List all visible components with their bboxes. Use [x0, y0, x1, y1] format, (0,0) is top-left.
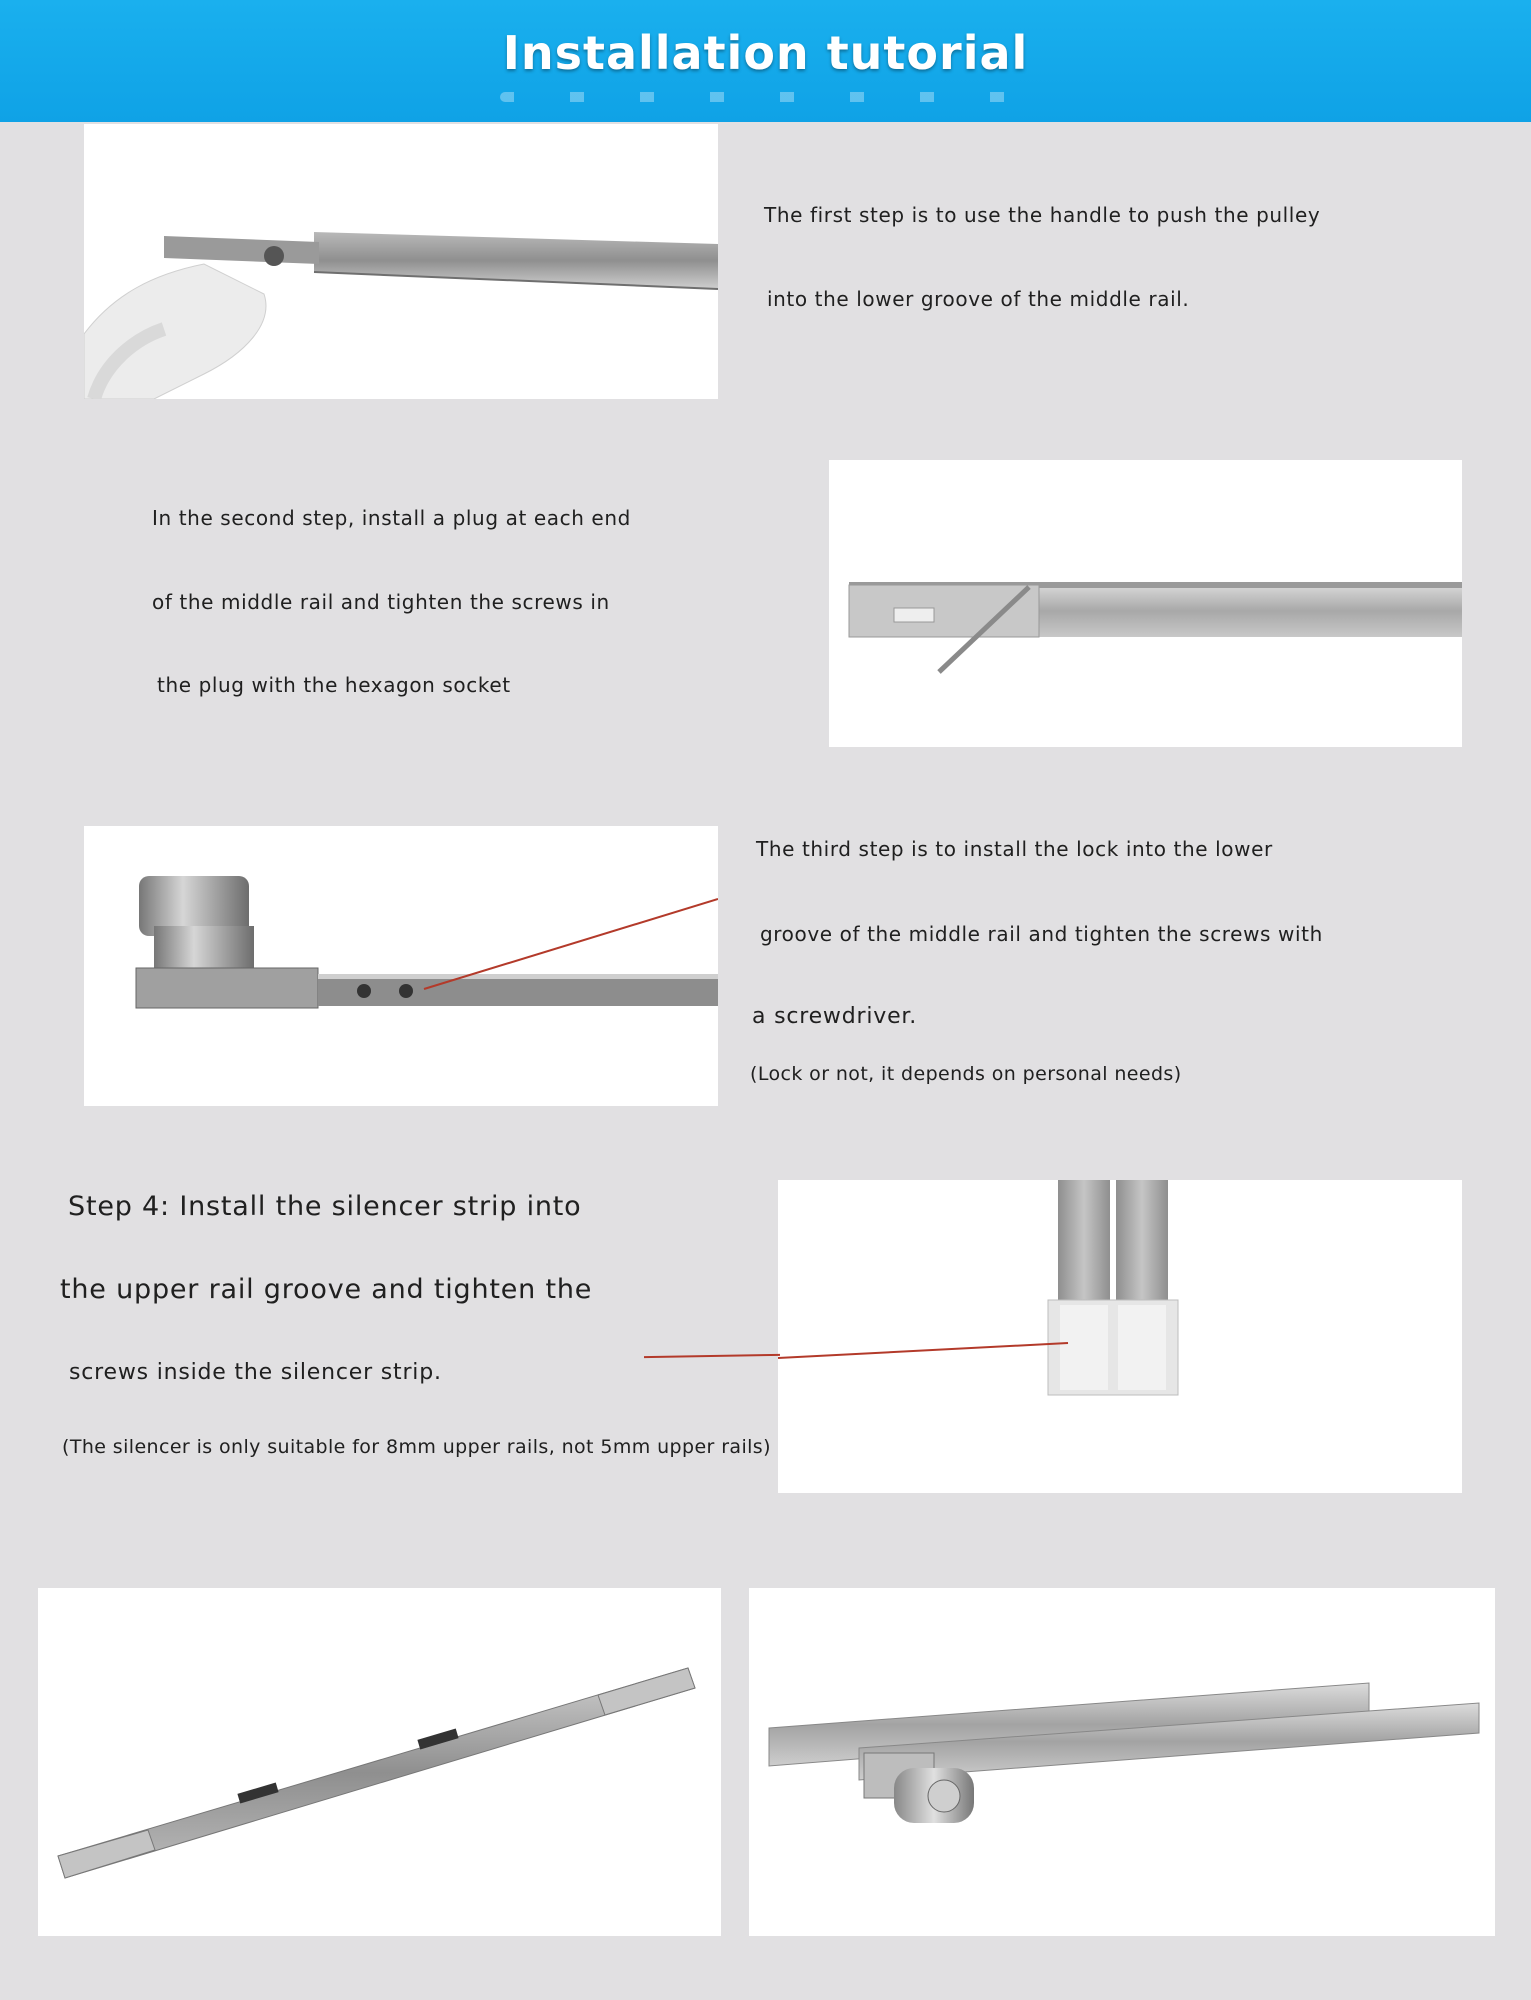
- step3-line-2: groove of the middle rail and tighten the screws with: [760, 922, 1323, 946]
- step4-note: (The silencer is only suitable for 8mm upper rails, not 5mm upper rails): [62, 1436, 771, 1458]
- step3-note: (Lock or not, it depends on personal needs): [750, 1063, 1182, 1085]
- step2-line-3: the plug with the hexagon socket: [157, 673, 511, 697]
- step2-line-1: In the second step, install a plug at each end: [152, 506, 631, 530]
- step4-line-2: the upper rail groove and tighten the: [60, 1274, 593, 1305]
- step1-line-1: The first step is to use the handle to push the pulley: [764, 203, 1321, 227]
- step4-pointer-line: [644, 1354, 780, 1358]
- step2-line-2: of the middle rail and tighten the screws in: [152, 590, 610, 614]
- step4-line-3: screws inside the silencer strip.: [69, 1360, 442, 1385]
- step2-photo: [829, 460, 1462, 747]
- step4-line-1: Step 4: Install the silencer strip into: [68, 1191, 582, 1222]
- step4-photo: [778, 1180, 1462, 1493]
- step1-line-2: into the lower groove of the middle rail.: [767, 287, 1190, 311]
- step1-photo: [84, 124, 718, 399]
- bottom-right-photo: [749, 1588, 1495, 1936]
- step3-line-1: The third step is to install the lock into the lower: [756, 837, 1273, 861]
- bottom-left-photo: [38, 1588, 721, 1936]
- step3-photo: [84, 826, 718, 1106]
- banner-decoration: [500, 92, 1060, 102]
- page-title: Installation tutorial: [502, 26, 1029, 80]
- step3-line-3: a screwdriver.: [752, 1004, 918, 1029]
- header-banner: [0, 0, 1531, 122]
